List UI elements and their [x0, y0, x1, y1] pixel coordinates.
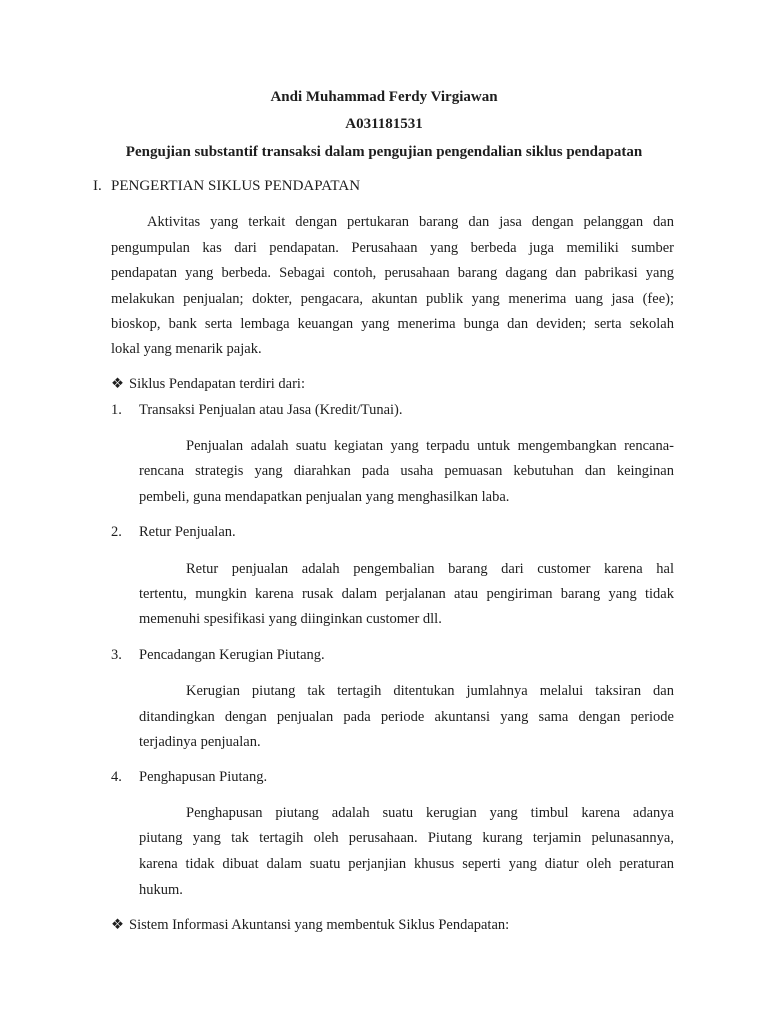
document-title: Pengujian substantif transaksi dalam pengujian pengendalian siklus pendapatan: [125, 144, 643, 160]
diamond-bullet-icon: ❖: [111, 917, 124, 933]
item-title: Retur Penjualan.: [139, 524, 236, 540]
item-body-line: Retur penjualan adalah pengembalian barang dari customer karena hal: [186, 561, 674, 577]
item-number: 4.: [111, 769, 122, 785]
section-heading: PENGERTIAN SIKLUS PENDAPATAN: [111, 178, 361, 194]
item-body-line: terjadinya penjualan.: [139, 734, 261, 750]
item-body-line: ditandingkan dengan penjualan pada periode akuntansi yang sama dengan periode: [139, 709, 674, 725]
item-body-line: piutang yang tak tertagih oleh perusahaan. Piutang kurang terjamin pelunasannya,: [139, 830, 674, 846]
intro-line: pengumpulan kas dari pendapatan. Perusahaan yang berbeda juga memiliki sumber: [111, 240, 674, 256]
student-id: A031181531: [345, 116, 423, 132]
item-number: 1.: [111, 402, 122, 418]
item-body-line: Penjualan adalah suatu kegiatan yang terpadu untuk mengembangkan rencana-: [186, 438, 674, 454]
intro-line: lokal yang menarik pajak.: [111, 341, 262, 357]
intro-line: melakukan penjualan; dokter, pengacara, akuntan publik yang menerima uang jasa (fee);: [111, 291, 674, 307]
item-body-line: hukum.: [139, 882, 183, 898]
intro-line: pendapatan yang berbeda. Sebagai contoh, perusahaan barang dagang dan pabrikasi yang: [111, 265, 674, 281]
item-number: 3.: [111, 647, 122, 663]
item-body-line: pembeli, guna mendapatkan penjualan yang menghasilkan laba.: [139, 489, 510, 505]
item-body-line: Penghapusan piutang adalah suatu kerugian yang timbul karena adanya: [186, 805, 674, 821]
item-body-line: memenuhi spesifikasi yang diinginkan customer dll.: [139, 611, 442, 627]
item-title: Pencadangan Kerugian Piutang.: [139, 647, 325, 663]
item-body-line: karena tidak dibuat dalam suatu perjanjian khusus seperti yang diatur oleh peraturan: [139, 856, 674, 872]
bullet-text: Sistem Informasi Akuntansi yang membentuk Siklus Pendapatan:: [129, 917, 510, 933]
bullet-text: Siklus Pendapatan terdiri dari:: [129, 376, 305, 392]
item-title: Penghapusan Piutang.: [139, 769, 268, 785]
section-number: I.: [93, 178, 102, 194]
author-name: Andi Muhammad Ferdy Virgiawan: [270, 89, 498, 105]
intro-line: Aktivitas yang terkait dengan pertukaran barang dan jasa dengan pelanggan dan: [147, 214, 674, 230]
item-number: 2.: [111, 524, 122, 540]
intro-line: bioskop, bank serta lembaga keuangan yang menerima bunga dan deviden; serta sekolah: [111, 316, 674, 332]
item-body-line: Kerugian piutang tak tertagih ditentukan jumlahnya melalui taksiran dan: [186, 683, 674, 699]
item-body-line: tertentu, mungkin karena rusak dalam perjalanan atau pengiriman barang yang tidak: [139, 586, 674, 602]
item-body-line: rencana strategis yang diarahkan pada usaha pemuasan kebutuhan dan keinginan: [139, 463, 674, 479]
diamond-bullet-icon: ❖: [111, 376, 124, 392]
item-title: Transaksi Penjualan atau Jasa (Kredit/Tunai).: [139, 402, 403, 418]
